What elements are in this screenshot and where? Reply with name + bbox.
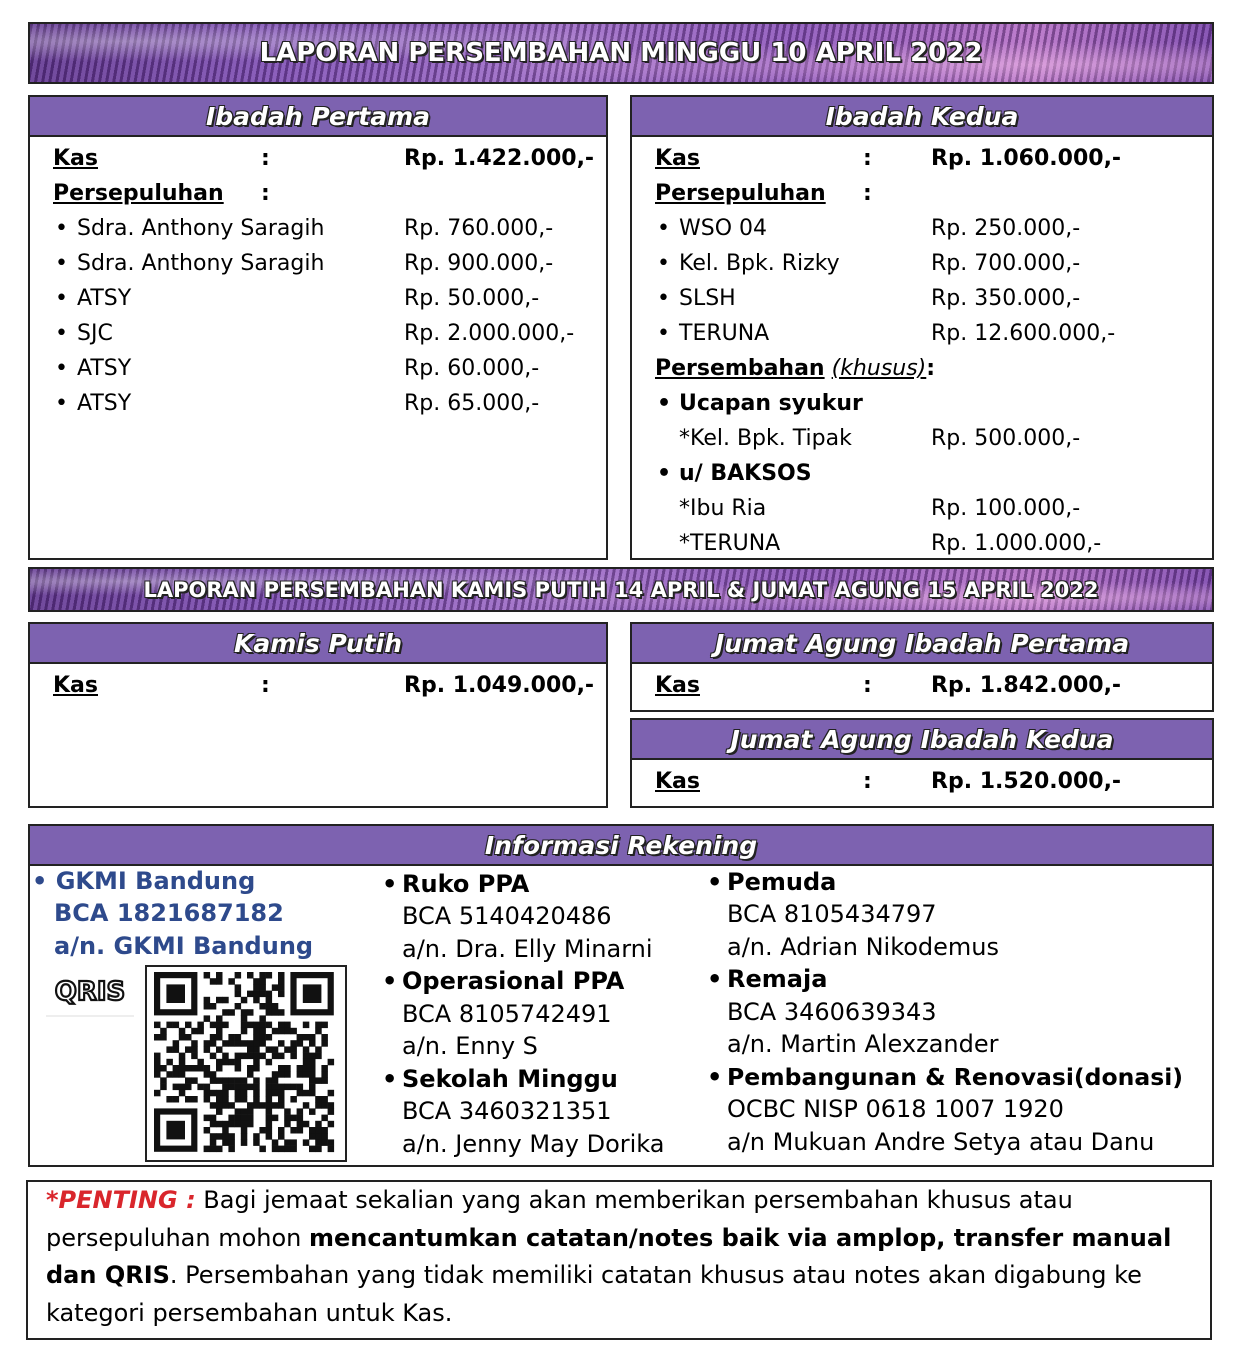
khusus-colon: : (926, 356, 936, 381)
account-bank: BCA 8105742491 (402, 1000, 612, 1028)
list-item-amount: Rp. 1.000.000,- (931, 531, 1102, 556)
bullet-icon: • (657, 216, 670, 241)
bullet-icon: • (382, 1065, 398, 1093)
list-item-name: Sdra. Anthony Saragih (77, 251, 325, 276)
list-item-amount: Rp. 12.600.000,- (931, 321, 1116, 346)
persembahan-khusus-label (655, 356, 935, 382)
baksos-label: u/ BAKSOS (679, 461, 812, 486)
header-banner-minggu (28, 22, 1214, 84)
bullet-icon: • (707, 868, 723, 896)
panel-ibadah-pertama (28, 95, 608, 560)
kas-label: Kas (53, 146, 98, 171)
bullet-icon: • (657, 461, 672, 486)
panel-title: Jumat Agung Ibadah Kedua (730, 724, 1114, 754)
kas-label: Kas (655, 146, 700, 171)
list-item-name: SJC (77, 321, 113, 346)
persepuluhan-colon: : (863, 181, 872, 206)
gkmi-holder: a/n. GKMI Bandung (54, 932, 314, 960)
panel-title: Jumat Agung Ibadah Pertama (714, 628, 1130, 658)
account-holder: a/n Mukuan Andre Setya atau Danu (727, 1128, 1155, 1156)
note-bold: mencantumkan catatan/notes baik via amplop, transfer manual dan QRIS (46, 1223, 1172, 1289)
bullet-icon: • (707, 965, 723, 993)
list-item-amount: Rp. 250.000,- (931, 216, 1081, 241)
header-banner-paskah (28, 567, 1214, 612)
panel-header (632, 97, 1212, 137)
note-text-1: Bagi jemaat sekalian yang akan memberikan persembahan khusus atau persepuluhan mohon (46, 1186, 1073, 1252)
panel-title: Kamis Putih (234, 628, 402, 658)
kas-colon: : (863, 673, 872, 698)
bullet-icon: • (382, 967, 398, 995)
account-holder: a/n. Jenny May Dorika (402, 1130, 665, 1158)
panel-ibadah-kedua (630, 95, 1214, 560)
bullet-icon: • (657, 286, 670, 311)
list-item-amount: Rp. 500.000,- (931, 426, 1081, 451)
persepuluhan-label: Persepuluhan (655, 181, 826, 206)
khusus-label: Persembahan (655, 356, 825, 381)
account-name: Pembangunan & Renovasi(donasi) (727, 1063, 1183, 1091)
list-item-name: Kel. Bpk. Rizky (679, 251, 840, 276)
kas-colon: : (261, 146, 270, 171)
list-item-amount: Rp. 900.000,- (404, 251, 554, 276)
account-name: Remaja (727, 965, 828, 993)
bullet-icon: • (382, 870, 398, 898)
important-note (26, 1180, 1212, 1340)
list-item-amount: Rp. 60.000,- (404, 356, 540, 381)
banner-title: LAPORAN PERSEMBAHAN KAMIS PUTIH 14 APRIL & JUMAT AGUNG 15 APRIL 2022 (143, 577, 1099, 602)
list-item-name: ATSY (77, 391, 132, 416)
account-name: Operasional PPA (402, 967, 625, 995)
list-item-amount: Rp. 760.000,- (404, 216, 554, 241)
bullet-icon: • (657, 251, 670, 276)
list-item-name: TERUNA (679, 321, 770, 346)
list-item-amount: Rp. 350.000,- (931, 286, 1081, 311)
account-bank: BCA 8105434797 (727, 900, 937, 928)
list-item-name: *Kel. Bpk. Tipak (679, 426, 852, 451)
bullet-icon: • (55, 356, 68, 381)
persepuluhan-colon: : (261, 181, 270, 206)
kas-colon: : (261, 673, 270, 698)
list-item-amount: Rp. 100.000,- (931, 496, 1081, 521)
panel-header (30, 97, 606, 137)
list-item-name: ATSY (77, 356, 132, 381)
kas-label: Kas (655, 673, 700, 698)
account-bank: OCBC NISP 0618 1007 1920 (727, 1095, 1064, 1123)
list-item-amount: Rp. 50.000,- (404, 286, 540, 311)
kas-label: Kas (655, 769, 700, 794)
account-bank: BCA 3460321351 (402, 1097, 612, 1125)
bullet-icon: • (55, 391, 68, 416)
kas-value: Rp. 1.049.000,- (404, 673, 595, 698)
kas-value: Rp. 1.422.000,- (404, 146, 595, 171)
panel-header (632, 720, 1212, 760)
account-bank: BCA 3460639343 (727, 998, 937, 1026)
list-item-amount: Rp. 65.000,- (404, 391, 540, 416)
kas-value: Rp. 1.842.000,- (931, 673, 1122, 698)
panel-jumat-agung-kedua (630, 718, 1214, 808)
bullet-icon: • (55, 216, 68, 241)
qris-label: QRIS (54, 977, 126, 1007)
list-item-name: SLSH (679, 286, 736, 311)
note-text-2: . Persembahan yang tidak memiliki catatan khusus atau notes akan digabung ke kategori persembahan untuk Kas. (46, 1261, 1142, 1327)
list-item-name: WSO 04 (679, 216, 768, 241)
panel-kamis-putih (28, 622, 608, 808)
panel-title: Informasi Rekening (484, 830, 758, 860)
bullet-icon: • (55, 286, 68, 311)
list-item-name: ATSY (77, 286, 132, 311)
list-item-amount: Rp. 700.000,- (931, 251, 1081, 276)
ucapan-label: Ucapan syukur (679, 391, 863, 416)
qr-code-icon (147, 967, 345, 1160)
list-item-name: *TERUNA (679, 531, 781, 556)
bullet-icon: • (657, 391, 672, 416)
list-item-amount: Rp. 2.000.000,- (404, 321, 575, 346)
note-penting: *PENTING : (46, 1186, 196, 1214)
account-holder: a/n. Adrian Nikodemus (727, 933, 1000, 961)
qris-logo-icon (44, 968, 136, 1018)
banner-title: LAPORAN PERSEMBAHAN MINGGU 10 APRIL 2022 (259, 38, 983, 68)
bullet-icon: • (55, 321, 68, 346)
list-item-name: *Ibu Ria (679, 496, 767, 521)
list-item-name: Sdra. Anthony Saragih (77, 216, 325, 241)
panel-header (632, 624, 1212, 664)
gkmi-name: • GKMI Bandung (32, 867, 256, 895)
kas-value: Rp. 1.520.000,- (931, 769, 1122, 794)
qr-code (145, 965, 347, 1162)
gkmi-bank: BCA 1821687182 (54, 899, 284, 927)
panel-header (30, 624, 606, 664)
persepuluhan-label: Persepuluhan (53, 181, 224, 206)
kas-colon: : (863, 146, 872, 171)
kas-colon: : (863, 769, 872, 794)
account-holder: a/n. Martin Alexzander (727, 1030, 999, 1058)
account-holder: a/n. Dra. Elly Minarni (402, 935, 653, 963)
account-name: Pemuda (727, 868, 837, 896)
account-bank: BCA 5140420486 (402, 902, 612, 930)
account-name: Ruko PPA (402, 870, 530, 898)
account-name: Sekolah Minggu (402, 1065, 618, 1093)
kas-label: Kas (53, 673, 98, 698)
kas-value: Rp. 1.060.000,- (931, 146, 1122, 171)
bullet-icon: • (707, 1063, 723, 1091)
khusus-paren: (khusus) (831, 356, 927, 381)
panel-title: Ibadah Pertama (205, 101, 430, 131)
panel-title: Ibadah Kedua (825, 101, 1019, 131)
account-holder: a/n. Enny S (402, 1032, 538, 1060)
panel-header (30, 826, 1212, 866)
panel-jumat-agung-pertama (630, 622, 1214, 712)
bullet-icon: • (55, 251, 68, 276)
bullet-icon: • (657, 321, 670, 346)
